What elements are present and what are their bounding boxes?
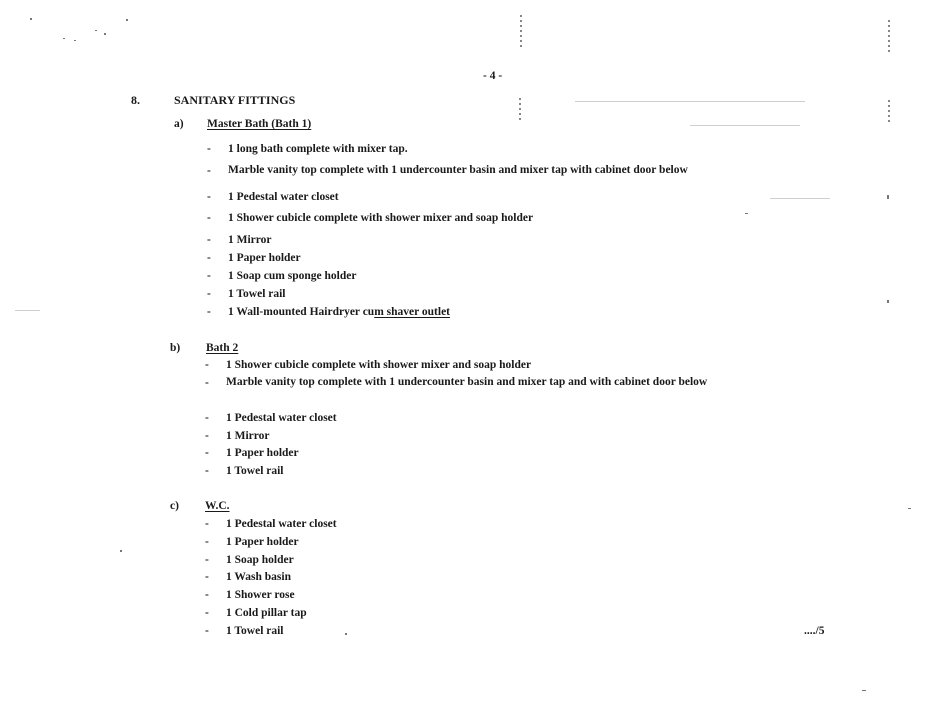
bullet: - xyxy=(207,288,211,300)
bullet: - xyxy=(205,377,209,389)
underlined-text: m shaver outlet xyxy=(374,306,451,318)
subsection-c-title: W.C. xyxy=(205,500,230,512)
bullet: - xyxy=(207,212,211,224)
section-number: 8. xyxy=(131,93,140,107)
scan-mark xyxy=(888,20,890,55)
scan-speck xyxy=(908,508,911,509)
scan-speck xyxy=(95,30,97,31)
scan-streak xyxy=(690,125,800,126)
bullet: - xyxy=(205,412,209,424)
scan-speck xyxy=(126,19,128,21)
subsection-a-label: a) xyxy=(174,118,184,130)
bullet: - xyxy=(207,143,211,155)
bullet: - xyxy=(207,165,211,177)
scan-speck xyxy=(104,33,106,35)
bullet: - xyxy=(205,607,209,619)
list-item: 1 Pedestal water closet xyxy=(226,518,337,530)
bullet: - xyxy=(205,571,209,583)
scan-streak xyxy=(770,198,830,199)
scan-speck xyxy=(63,38,65,39)
list-item: Marble vanity top complete with 1 undercounter basin and mixer tap and with cabinet door below xyxy=(226,376,708,388)
bullet: - xyxy=(205,554,209,566)
scan-speck xyxy=(120,550,122,552)
scan-speck xyxy=(345,633,347,635)
bullet: - xyxy=(207,252,211,264)
bullet: - xyxy=(205,518,209,530)
list-item: 1 Shower rose xyxy=(226,589,295,601)
subsection-c-label: c) xyxy=(170,500,179,512)
scan-speck xyxy=(74,40,76,41)
list-item: 1 Wash basin xyxy=(226,571,291,583)
subsection-a-title: Master Bath (Bath 1) xyxy=(207,118,312,130)
bullet: - xyxy=(205,625,209,637)
scan-speck xyxy=(862,690,866,691)
list-item xyxy=(228,306,450,318)
bullet: - xyxy=(205,465,209,477)
page-number: - 4 - xyxy=(483,70,503,82)
list-item: 1 Pedestal water closet xyxy=(226,412,337,424)
list-item: 1 Paper holder xyxy=(226,536,299,548)
list-item: 1 Paper holder xyxy=(226,447,299,459)
bullet: - xyxy=(207,306,211,318)
scan-mark xyxy=(888,100,890,125)
list-item: 1 Soap cum sponge holder xyxy=(228,270,357,282)
list-item: 1 Towel rail xyxy=(226,465,284,477)
scan-speck xyxy=(887,195,889,199)
bullet: - xyxy=(205,447,209,459)
list-item: Marble vanity top complete with 1 undercounter basin and mixer tap with cabinet door below xyxy=(228,164,688,176)
list-item: 1 Mirror xyxy=(226,430,270,442)
scan-speck xyxy=(887,300,889,303)
bullet: - xyxy=(205,589,209,601)
bullet: - xyxy=(207,234,211,246)
bullet: - xyxy=(205,536,209,548)
subsection-b-label: b) xyxy=(170,342,181,354)
list-item: 1 Shower cubicle complete with shower mixer and soap holder xyxy=(228,212,534,224)
list-item: 1 Cold pillar tap xyxy=(226,607,307,619)
scan-streak xyxy=(15,310,40,311)
scan-mark xyxy=(520,15,522,50)
scan-speck xyxy=(745,213,748,214)
bullet: - xyxy=(207,270,211,282)
scan-mark xyxy=(519,98,521,123)
subsection-b-title: Bath 2 xyxy=(206,342,239,354)
scan-speck xyxy=(30,18,32,20)
list-item: 1 Towel rail xyxy=(226,625,284,637)
list-item: 1 Paper holder xyxy=(228,252,301,264)
list-item: 1 Soap holder xyxy=(226,554,294,566)
list-item-text: 1 Wall-mounted Hairdryer cu xyxy=(228,306,375,318)
list-item: 1 Pedestal water closet xyxy=(228,191,339,203)
section-title: SANITARY FITTINGS xyxy=(174,93,296,107)
list-item: 1 Mirror xyxy=(228,234,272,246)
list-item: 1 long bath complete with mixer tap. xyxy=(228,143,408,155)
bullet: - xyxy=(205,359,209,371)
bullet: - xyxy=(205,430,209,442)
list-item: 1 Towel rail xyxy=(228,288,286,300)
continuation-marker: ..../5 xyxy=(804,625,825,637)
scan-streak xyxy=(575,101,805,102)
bullet: - xyxy=(207,191,211,203)
list-item: 1 Shower cubicle complete with shower mixer and soap holder xyxy=(226,359,532,371)
